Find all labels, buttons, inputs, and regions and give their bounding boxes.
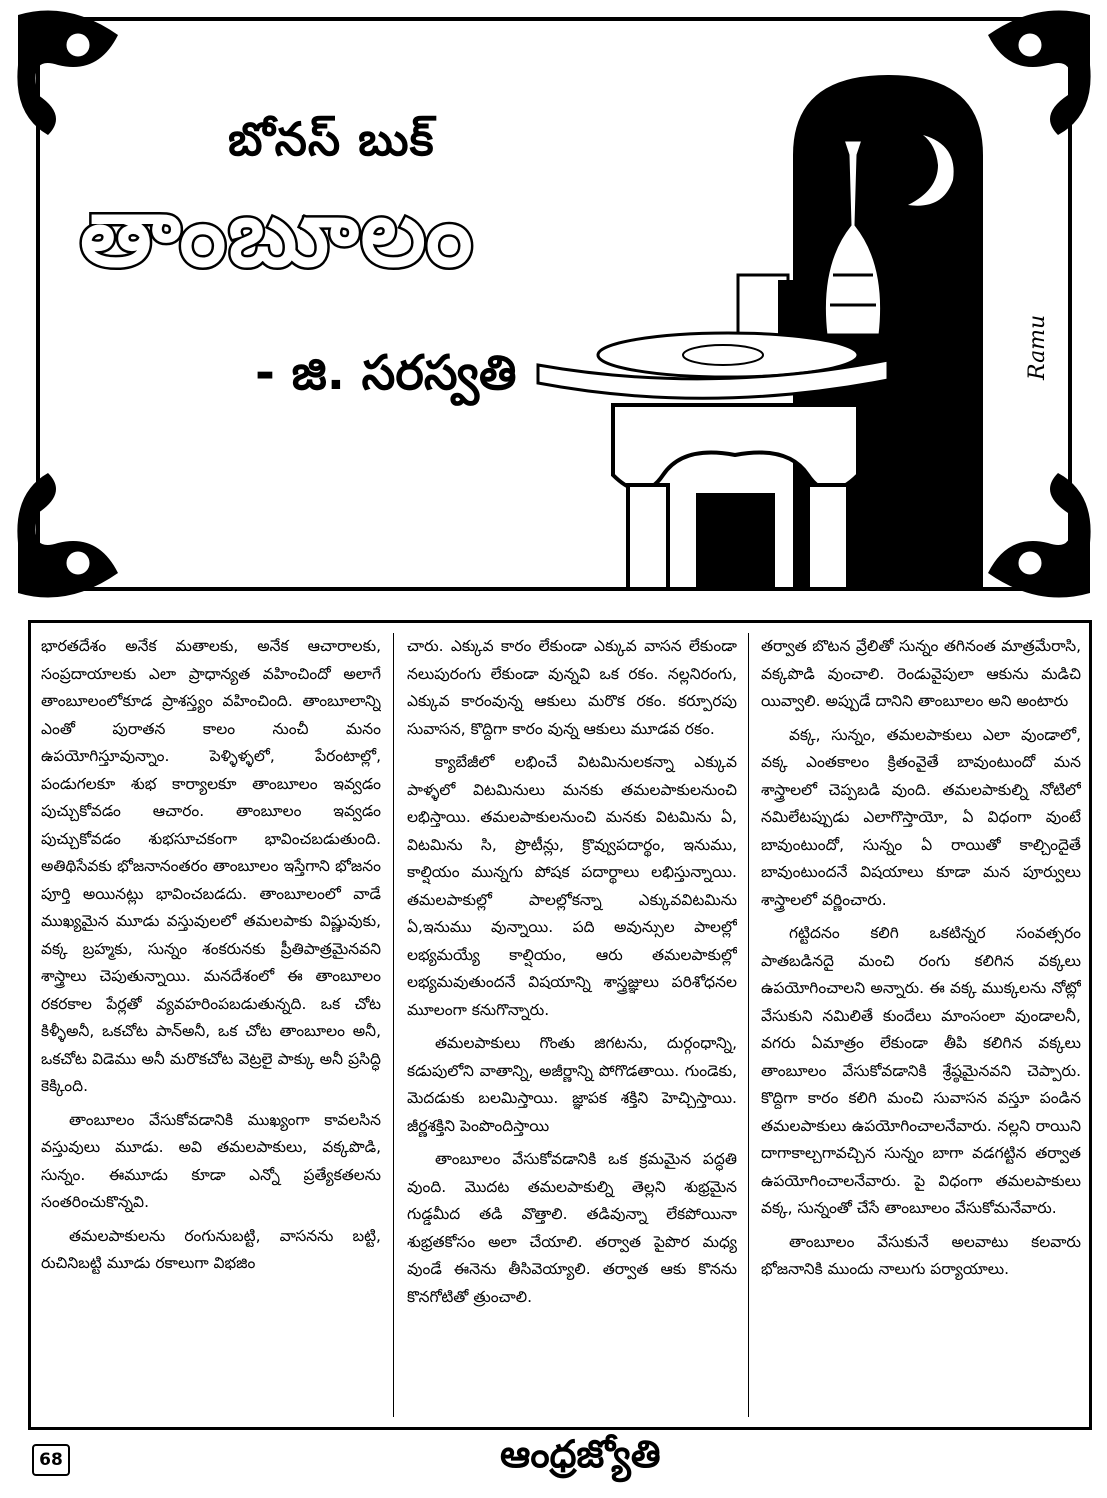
paragraph: క్యాబేజీలో లభించే విటమినులకన్నా ఎక్కువ పాళ్ళలో విటమినులు మనకు తమలపాకులనుంచి లభిస్తాయి. తమలపాకులనుంచి మనకు విటమిను ఏ, విటమిను సి, ప్రొటీన్లు, క్రొవ్వుపదార్థం, ఇనుము, కాల్షియం మున్నగు పోషక పదార్థాలు లభిస్తున్నాయి. తమలపాకుల్లో పాలల్లోకన్నా ఎక్కువవిటమిను ఏ,ఇనుము వున్నాయి. పది అవున్సుల పాలల్లో లభ్యమయ్యే కాల్షియం, ఆరు తమలపాకుల్లో లభ్యమవుతుందనే విషయాన్ని శాస్త్రజ్ఞులు పరిశోధనల మూలంగా కనుగొన్నారు. — [407, 753, 737, 1019]
paragraph: భారతదేశం అనేక మతాలకు, అనేక ఆచారాలకు, సంప్రదాయాలకు ఎలా ప్రాధాన్యత వహించిందో అలాగే తాంబూలంలోకూడ ప్రాశస్త్యం వహించింది. తాంబూలాన్ని ఎంతో పురాతన కాలం నుంచీ మనం ఉపయోగిస్తూవున్నాం. పెళ్ళిళ్ళలో, పేరంటాల్లో, పండుగలకూ శుభ కార్యాలకూ తాంబూలం ఇవ్వడం పుచ్చుకోవడం ఆచారం. తాంబూలం ఇవ్వడం పుచ్చుకోవడం శుభసూచకంగా భావించబడుతుంది. అతిథిసేవకు భోజనానంతరం తాంబూలం ఇస్తేగాని భోజనం పూర్తి అయినట్లు భావించబడదు. తాంబూలంలో వాడే ముఖ్యమైన మూడు వస్తువులలో తమలపాకు విష్ణువుకు, వక్క బ్రహ్మకు, సున్నం శంకరునకు ప్రీతిపాత్రమైనవని శాస్త్రాలు చెపుతున్నాయి. మనదేశంలో ఈ తాంబూలం రకరకాల పేర్లతో వ్యవహరింపబడుతున్నది. ఒక చోట కిళ్ళీఅనీ, ఒకచోట పాన్అనీ, ఒక చోట తాంబూలం అనీ, ఒకచోట విడెము అనీ మరొకచోట వెట్రలై పాక్కు అనీ ప్రసిద్ధి కెక్కింది. — [41, 637, 381, 1095]
column-divider — [748, 633, 749, 1417]
paragraph: తాంబూలం వేసుకోవడానికి ముఖ్యంగా కావలసిన వస్తువులు మూడు. అవి తమలపాకులు, వక్కపొడి, సున్నం. ఈమూడు కూడా ఎన్నో ప్రత్యేకతలను సంతరించుకొన్నవి. — [41, 1110, 381, 1211]
paragraph: తమలపాకులను రంగునుబట్టి, వాసనను బట్టి, రుచినిబట్టి మూడు రకాలుగా విభజిం — [41, 1226, 381, 1272]
table — [613, 405, 858, 589]
column-3 — [761, 633, 1081, 1417]
column-divider — [393, 633, 394, 1417]
corner-ornament-bottom-left — [17, 473, 118, 598]
paragraph: చారు. ఎక్కువ కారం లేకుండా ఎక్కువ వాసన లేకుండా నలుపురంగు లేకుండా వున్నవి ఒక రకం. నల్లనిరంగు, ఎక్కువ కారంవున్న ఆకులు మరొక రకం. కర్పూరపు సువాసన, కొద్దిగా కారం వున్న ఆకులు మూడవ రకం. — [407, 637, 737, 738]
magazine-logo: ఆంధ్రజ్యోతి — [500, 1432, 661, 1476]
column-1 — [41, 633, 381, 1417]
paragraph: గట్టిదనం కలిగి ఒకటిన్నర సంవత్సరం పాతబడినదై మంచి రంగు కలిగిన వక్కలు ఉపయోగించాలని అన్నారు. ఈ వక్క ముక్కలను నోట్లో వేసుకుని నమిలితే కుందేలు మాంసంలా వుండాలనీ, వగరు ఏమాత్రం లేకుండా తీపి కలిగిన వక్కలు తాంబూలం వేసుకోవడానికి శ్రేష్ఠమైనవని చెప్పారు. కొద్దిగా కారం కలిగి మంచి సువాసన వస్తూ పండిన తమలపాకులు ఉపయోగించాలనేవారు. నల్లని రాయిని దాగాకాల్చగావచ్చిన సున్నం బాగా వడగట్టిన తర్వాత ఉపయోగించాలనేవారు. పై విధంగా తమలపాకులు వక్క, సున్నంతో చేసే తాంబూలం వేసుకోమనేవారు. — [761, 924, 1081, 1217]
page-number: 68 — [32, 1444, 70, 1476]
author-byline: - జి. సరస్వతి — [255, 345, 517, 401]
artist-signature: Ramu — [1025, 314, 1050, 380]
section-label: బోనస్ బుక్ — [228, 112, 435, 166]
paragraph: తమలపాకులు గొంతు జిగటను, దుర్గంధాన్ని, కడుపులోని వాతాన్ని, అజీర్ణాన్ని పోగొడతాయి. గుండెకు, మెదడుకు బలమిస్తాయి. జ్ఞాపక శక్తిని హెచ్చిస్తాయి. జీర్ణశక్తిని పెంపొందిస్తాయి — [407, 1034, 737, 1135]
corner-ornament-bottom-right — [988, 473, 1091, 598]
corner-ornament-top-left — [17, 11, 118, 136]
column-2 — [407, 633, 737, 1417]
paragraph: వక్క, సున్నం, తమలపాకులు ఎలా వుండాలో, వక్క ఎంతకాలం క్రితంవైతే బావుంటుందో మన శాస్త్రాలలో చెప్పబడి వుంది. తమలపాకుల్ని నోటిలో నమిలేటప్పుడు ఎలాగొస్తాయో, ఏ విధంగా వుంటే బావుంటుందో, సున్నం ఏ రాయితో కాల్చిందైతే బావుంటుందనే విషయాలు కూడా మన పూర్వులు శాస్త్రాలలో వర్ణించారు. — [761, 725, 1081, 909]
corner-ornament-top-right — [988, 11, 1091, 136]
paragraph: తర్వాత బొటన వ్రేలితో సున్నం తగినంత మాత్రమేరాసి, వక్కపొడి వుంచాలి. రెండువైపులా ఆకును మడిచి యివ్వాలి. అప్పుడే దానిని తాంబూలం అని అంటారు — [761, 637, 1081, 710]
article-title: తాంబూలం — [80, 180, 475, 287]
paragraph: తాంబూలం వేసుకోవడానికి ఒక క్రమమైన పద్ధతి వుంది. మొదట తమలపాకుల్ని తెల్లని శుభ్రమైన గుడ్డమీద తడి వొత్తాలి. తడివున్నా లేకపోయినా శుభ్రతకోసం అలా చేయాలి. తర్వాత పైపొర మధ్య వుండే ఈనెను తీసివెయ్యాలి. తర్వాత ఆకు కొనను కొనగోటితో త్రుంచాలి. — [407, 1150, 737, 1306]
paragraph: తాంబూలం వేసుకునే అలవాటు కలవారు భోజనానికి ముందు నాలుగు పర్యాయాలు. — [761, 1232, 1081, 1278]
article-body — [28, 620, 1092, 1430]
